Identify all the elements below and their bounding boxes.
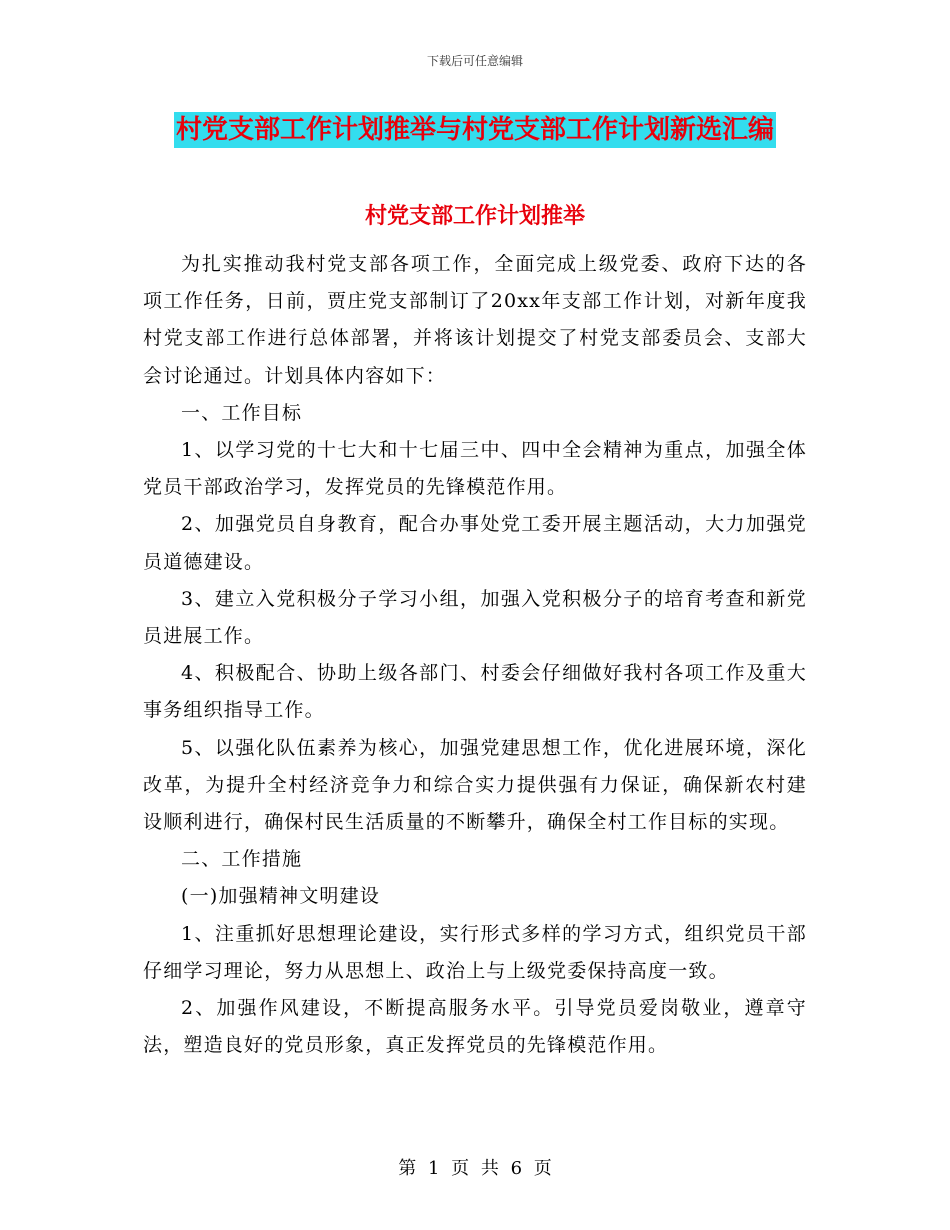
paragraph-goal-2: 2、加强党员自身教育，配合办事处党工委开展主题活动，大力加强党员道德建设。 <box>143 513 807 573</box>
paragraph-goal-3: 3、建立入党积极分子学习小组，加强入党积极分子的培育考查和新党员进展工作。 <box>143 587 807 648</box>
paragraph-goal-4: 4、积极配合、协助上级各部门、村委会仔细做好我村各项工作及重大事务组织指导工作。 <box>143 662 807 722</box>
paragraph-intro: 为扎实推动我村党支部各项工作，全面完成上级党委、政府下达的各项工作任务，日前，贾庄党支部制订了20xx年支部工作计划，对新年度我村党支部工作进行总体部署，并将该计划提交了村党支部委员会、支部大会讨论通过。计划具体内容如下： <box>143 253 807 387</box>
page-header: 下载后可任意编辑 <box>426 54 523 68</box>
page-number: 第 1 页 共 6 页 <box>398 1158 552 1179</box>
paragraph-goal-5: 5、以强化队伍素养为核心，加强党建思想工作，优化进展环境，深化改革，为提升全村经济竞争力和综合实力提供强有力保证，确保新农村建设顺利进行，确保村民生活质量的不断攀升，确保全村工作目标的实现。 <box>143 736 807 834</box>
heading-work-measures: 二、工作措施 <box>181 848 303 871</box>
paragraph-measure-2: 2、加强作风建设，不断提高服务水平。引导党员爱岗敬业，遵章守法，塑造良好的党员形象，真正发挥党员的先锋模范作用。 <box>143 997 807 1057</box>
document-title-container <box>0 112 950 148</box>
section-title: 村党支部工作计划推举 <box>364 204 585 229</box>
subheading-civilization: (一)加强精神文明建设 <box>181 885 381 908</box>
paragraph-measure-1: 1、注重抓好思想理论建设，实行形式多样的学习方式，组织党员干部仔细学习理论，努力从思想上、政治上与上级党委保持高度一致。 <box>143 922 807 982</box>
heading-work-goals: 一、工作目标 <box>181 401 303 424</box>
paragraph-goal-1: 1、以学习党的十七大和十七届三中、四中全会精神为重点，加强全体党员干部政治学习，发挥党员的先锋模范作用。 <box>143 439 807 499</box>
document-title: 村党支部工作计划推举与村党支部工作计划新选汇编 <box>174 112 776 148</box>
document-body <box>143 246 807 1064</box>
